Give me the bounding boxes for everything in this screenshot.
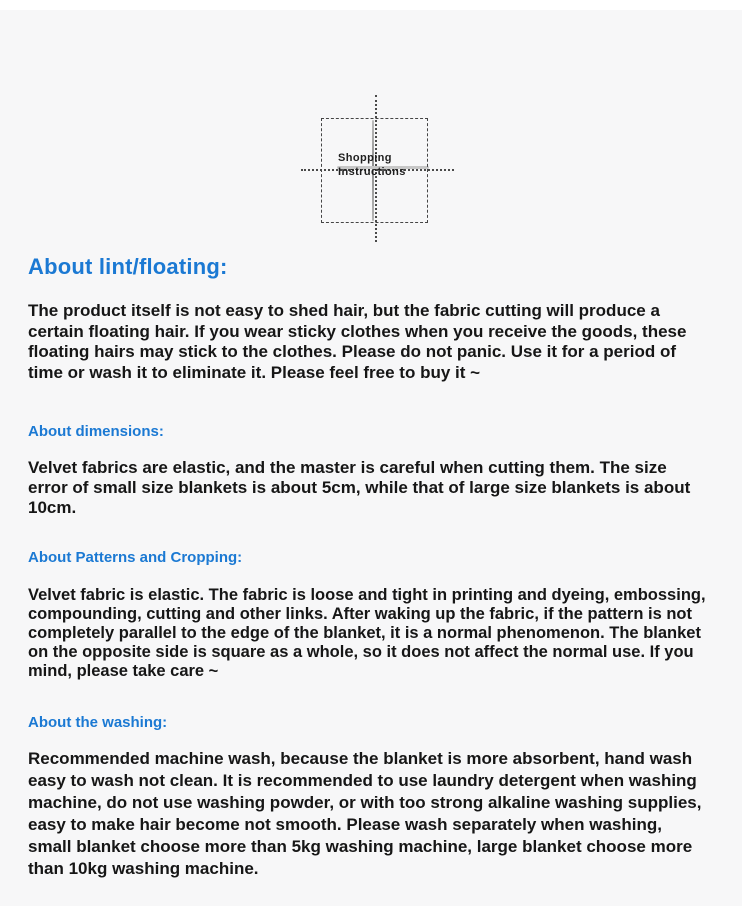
shopping-instructions-diagram [290, 85, 470, 250]
section-patterns-cropping-body: Velvet fabric is elastic. The fabric is loose and tight in printing and dyeing, embossing, compounding, cutting and other links. After waking up the fabric, if the pattern is not completely parallel to the edge of the blanket, it is a normal phenomenon. The blanket on the opposite side is square as a whole, so it does not affect the normal use. If you mind, please take care ~ [28, 586, 706, 680]
section-dimensions [0, 423, 742, 518]
shopping-instructions-label-line1: Shopping [338, 152, 392, 164]
section-lint-floating-heading: About lint/floating: [28, 254, 228, 279]
section-dimensions-body: Velvet fabrics are elastic, and the master is careful when cutting them. The size error of small size blankets is about 5cm, while that of large size blankets is about 10cm. [28, 458, 691, 517]
section-washing-body: Recommended machine wash, because the blanket is more absorbent, hand wash easy to wash not clean. It is recommended to use laundry detergent when washing machine, do not use washing powder, or with too strong alkaline washing supplies, easy to make hair become not smooth. Please wash separately when washing, small blanket choose more than 5kg washing machine, large blanket choose more than 10kg washing machine. [28, 749, 702, 878]
section-lint-floating [0, 254, 742, 383]
description-content [0, 10, 742, 906]
description-card [0, 10, 742, 906]
section-washing-heading: About the washing: [28, 714, 168, 731]
section-patterns-cropping [0, 549, 742, 681]
section-dimensions-heading: About dimensions: [28, 423, 164, 440]
shopping-instructions-label [338, 151, 406, 179]
section-lint-floating-body: The product itself is not easy to shed hair, but the fabric cutting will produce a certain floating hair. If you wear sticky clothes when you receive the goods, these floating hairs may stick to the clothes. Please do not panic. Use it for a period of time or wash it to eliminate it. Please feel free to buy it ~ [28, 301, 687, 382]
section-patterns-cropping-heading: About Patterns and Cropping: [28, 549, 243, 566]
section-washing [0, 714, 742, 880]
shopping-instructions-label-line2: Instructions [338, 166, 406, 178]
